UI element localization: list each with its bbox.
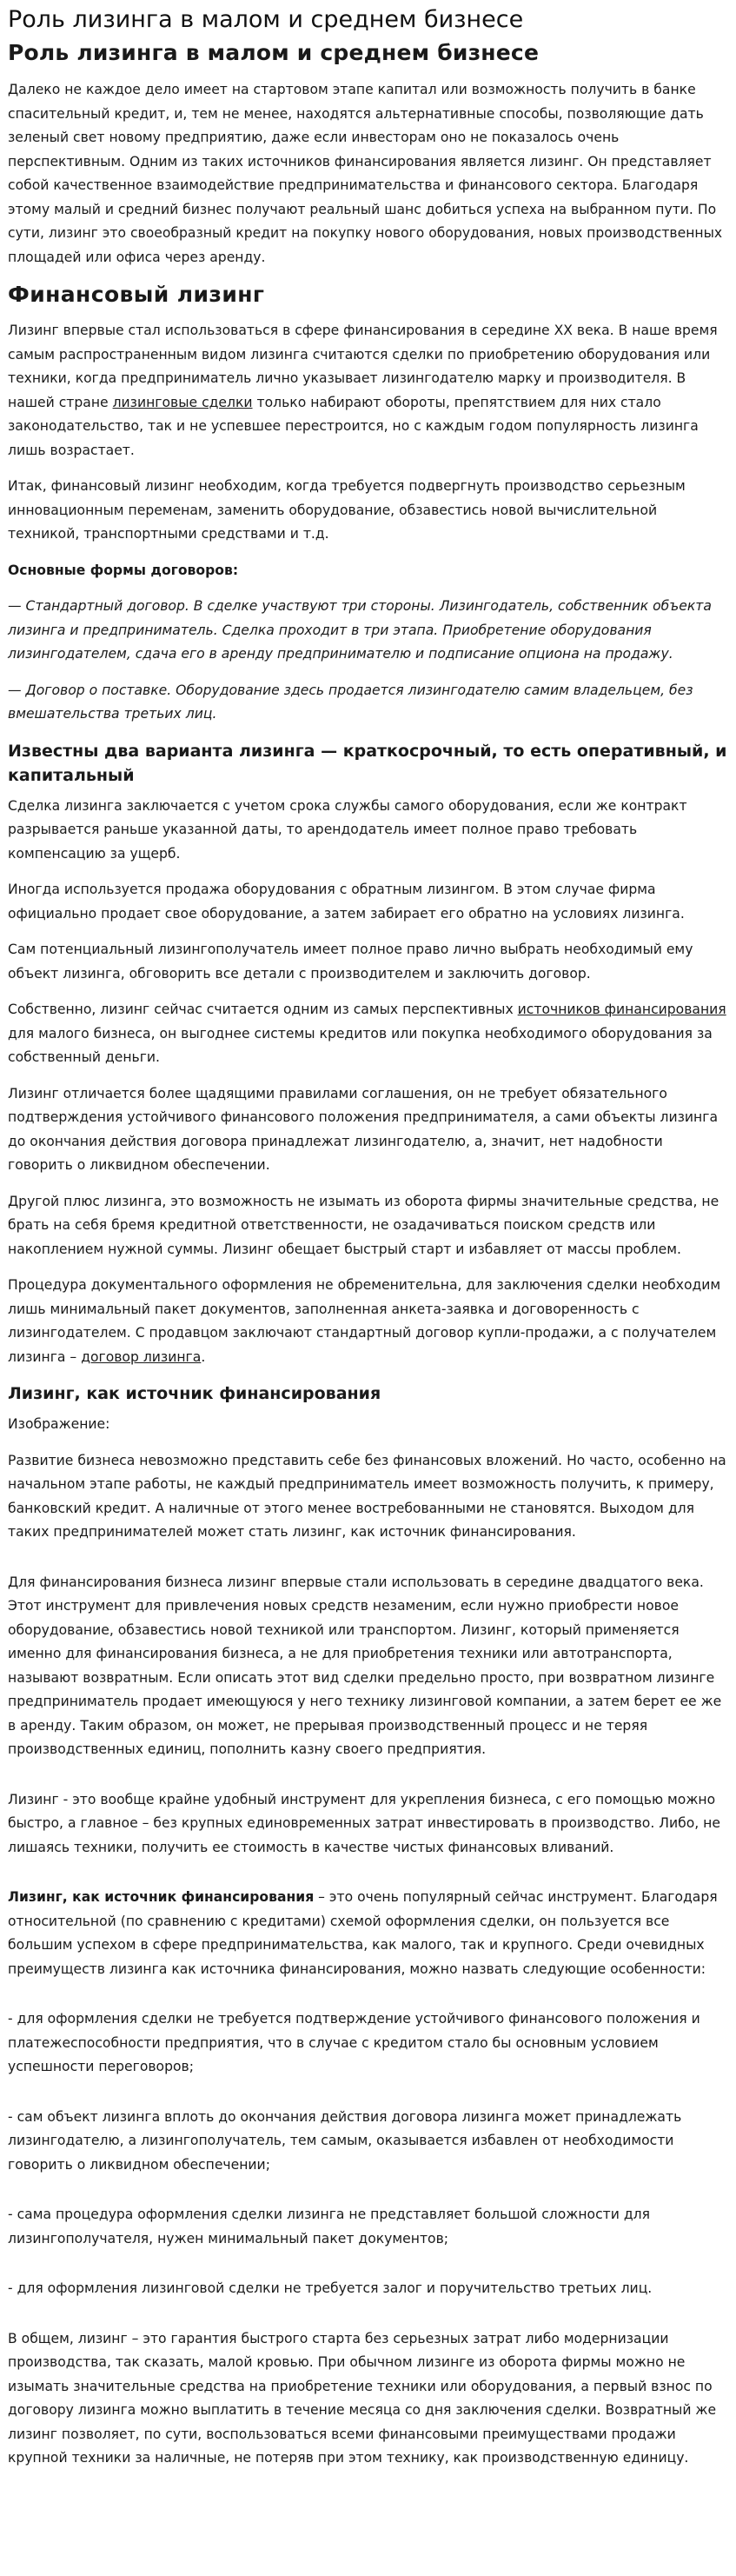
source-paragraph-3: Лизинг - это вообще крайне удобный инструмент для укрепления бизнеса, с его помощью можно быстро, а главное – без крупных единовременных затрат инвестировать в производство. Либо, не лишаясь техники, получить ее стоимость в качестве чистых финансовых вливаний.	[8, 1791, 720, 1855]
text: только набирают обороты, препятствием для них стало законодательство, так и не успевшее перестроится, но с каждым годом популярность лизинга лишь возрастает.	[8, 394, 699, 458]
variants-paragraph-3: Сам потенциальный лизингополучатель имеет полное право лично выбрать необходимый ему объект лизинга, обговорить все детали с производителем и заключить договор.	[8, 942, 693, 982]
intro-paragraph: Далеко не каждое дело имеет на стартовом этапе капитал или возможность получить в банке спасительный кредит, и, тем не менее, находятся альтернативные способы, позволяющие дать зеленый свет новому предприятию, даже если инвесторам оно не показалось очень перспективным. Одним из таких источников финансирования является лизинг. Он представляет собой качественное взаимодействие предпринимательства и финансового сектора. Благодаря этому малый и средний бизнес получают реальный шанс добиться успеха на выбранном пути. По сути, лизинг это своеобразный кредит на покупку нового оборудования, новых производственных площадей или офиса через аренду.	[8, 82, 723, 265]
source-paragraph-2: Для финансирования бизнеса лизинг впервые стали использовать в середине двадцатого века. Этот инструмент для привлечения новых средств незаменим, если нужно приобрести новое оборудование, обзавестись новой техникой или транспортом. Лизинг, который применяется именно для финансирования бизнеса, а не для приобретения техники или автотранспорта, называют возвратным. Если описать этот вид сделки предельно просто, при возвратном лизинге предприниматель продает имеющуюся у него технику лизинговой компании, а затем берет ее же в аренду. Таким образом, он может, не прерывая производственный процесс и не теряя производственных единиц, пополнить казну своего предприятия.	[8, 1574, 722, 1757]
text: .	[201, 1348, 206, 1365]
main-heading: Роль лизинга в малом и среднем бизнесе	[8, 40, 540, 65]
leasing-contract-link[interactable]: договор лизинга	[81, 1348, 202, 1365]
variants-paragraph-2: Иногда используется продажа оборудования с обратным лизингом. В этом случае фирма официально продает свое оборудование, а затем забирает его обратно на условиях лизинга.	[8, 882, 685, 922]
source-paragraph-1: Развитие бизнеса невозможно представить себе без финансовых вложений. Но часто, особенно на начальном этапе работы, не каждый предприниматель имеет возможность получить, к примеру, банковский кредит. А наличные от этого менее востребованными не становятся. Выходом для таких предпринимателей может стать лизинг, как источник финансирования.	[8, 1452, 726, 1540]
contract-forms-label: Основные формы договоров:	[8, 562, 239, 578]
contract-form-supply: — Договор о поставке. Оборудование здесь продается лизингодателю самим владельцем, без вмешательства третьих лиц.	[8, 682, 693, 722]
variants-paragraph-6: Другой плюс лизинга, это возможность не изымать из оборота фирмы значительные средства, не брать на себя бремя кредитной ответственности, не озадачиваться поиском средств или накоплением нужной суммы. Лизинг обещает быстрый старт и избавляет от массы проблем.	[8, 1193, 719, 1257]
leasing-source-heading: Лизинг, как источник финансирования	[8, 1384, 381, 1403]
financial-leasing-heading: Финансовый лизинг	[8, 282, 265, 307]
financing-sources-link[interactable]: источников финансирования	[517, 1002, 726, 1017]
contract-form-standard: — Стандартный договор. В сделке участвуют три стороны. Лизингодатель, собственник объекта лизинга и предприниматель. Сделка проходит в три этапа. Приобретение оборудования лизингодателем, сдача его в аренду предпринимателю и подписание опциона на продажу.	[8, 598, 712, 662]
text: Процедура документального оформления не обременительна, для заключения сделки необходим лишь минимальный пакет документов, заполненная анкета-заявка и договоренность с лизингодателем. С продавцом заключают стандартный договор купли-продажи, а с получателем лизинга –	[8, 1277, 721, 1365]
text: Собственно, лизинг сейчас считается одним из самых перспективных	[8, 1002, 518, 1017]
variants-paragraph-4	[8, 998, 729, 1070]
advantage-2: - сам объект лизинга вплоть до окончания действия договора лизинга может принадлежать лизингодателю, а лизингополучатель, тем самым, оказывается избавлен от необходимости говорить о ликвидном обеспечении;	[8, 2108, 682, 2173]
conclusion-paragraph: В общем, лизинг – это гарантия быстрого старта без серьезных затрат либо модернизации производства, так сказать, малой кровью. При обычном лизинге из оборота фирмы можно не изымать значительные средства на приобретение техники или оборудования, а первый взнос по договору лизинга можно выплатить в течение месяца со дня заключения сделки. Возвратный же лизинг позволяет, по сути, воспользоваться всеми финансовыми преимуществами продажи крупной техники за наличные, не потеряв при этом технику, как производственную единицу.	[8, 2330, 717, 2466]
advantage-3: - сама процедура оформления сделки лизинга не представляет большой сложности для лизингополучателя, нужен минимальный пакет документов;	[8, 2207, 650, 2247]
financial-leasing-paragraph-2: Итак, финансовый лизинг необходим, когда требуется подвергнуть производство серьезным инновационным переменам, заменить оборудование, обзавестись новой вычислительной техникой, транспортными средствами и т.д.	[8, 478, 686, 542]
document-title: Роль лизинга в малом и среднем бизнесе	[8, 6, 524, 33]
leasing-variants-heading: Известны два варианта лизинга — краткосрочный, то есть оперативный, и капитальный	[8, 741, 727, 785]
advantage-1: - для оформления сделки не требуется подтверждение устойчивого финансового положения и платежеспособности предприятия, что в случае с кредитом стало бы основным условием успешности переговоров;	[8, 2011, 700, 2074]
source-paragraph-4	[8, 1886, 729, 1981]
text: – это очень популярный сейчас инструмент. Благодаря относительной (по сравнению с кредитами) схемой оформления сделки, он пользуется все большим успехом в сфере предпринимательства, как малого, так и крупного. Среди очевидных преимуществ лизинга как источника финансирования, можно назвать следующие особенности:	[8, 1889, 718, 1977]
variants-paragraph-7	[8, 1274, 729, 1369]
text: для малого бизнеса, он выгоднее системы кредитов или покупка необходимого оборудования за собственный деньги.	[8, 1025, 713, 1065]
advantage-4: - для оформления лизинговой сделки не требуется залог и поручительство третьих лиц.	[8, 2280, 653, 2296]
image-label: Изображение:	[8, 1416, 110, 1432]
bold-lead: Лизинг, как источник финансирования	[8, 1889, 315, 1905]
leasing-deals-link[interactable]: лизинговые сделки	[112, 394, 253, 410]
text: Лизинг впервые стал использоваться в сфере финансирования в середине XX века. В наше время самым распространенным видом лизинга считаются сделки по приобретению оборудования или техники, когда предприниматель лично указывает лизингодателю марку и производителя. В нашей стране	[8, 323, 718, 410]
variants-paragraph-5: Лизинг отличается более щадящими правилами соглашения, он не требует обязательного подтверждения устойчивого финансового положения предпринимателя, а сами объекты лизинга до окончания действия договора принадлежат лизингодателю, а, значит, нет надобности говорить о ликвидном обеспечении.	[8, 1085, 718, 1173]
financial-leasing-paragraph-1	[8, 319, 729, 463]
variants-paragraph-1: Сделка лизинга заключается с учетом срока службы самого оборудования, если же контракт разрывается раньше указанной даты, то арендодатель имеет полное право требовать компенсацию за ущерб.	[8, 797, 687, 862]
